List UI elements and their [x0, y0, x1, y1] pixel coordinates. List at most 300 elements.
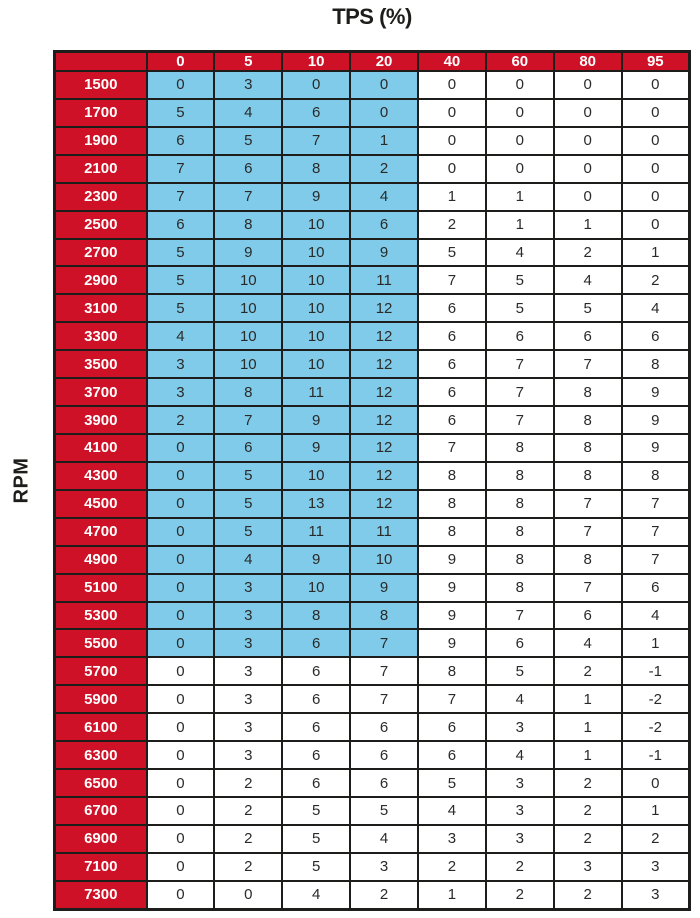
table-row: [55, 183, 690, 211]
table-cell: 6: [418, 406, 486, 434]
table-cell: 10: [214, 266, 282, 294]
table-cell: 2: [147, 406, 215, 434]
table-cell: 6: [622, 322, 690, 350]
table-cell: 8: [486, 462, 554, 490]
table-cell: 3: [214, 685, 282, 713]
table-cell: 0: [486, 155, 554, 183]
table-cell: 1: [554, 211, 622, 239]
table-cell: 7: [147, 155, 215, 183]
table-cell: 6: [418, 350, 486, 378]
table-cell: 1: [554, 741, 622, 769]
table-cell: 2: [214, 825, 282, 853]
table-cell: 7: [214, 406, 282, 434]
table-cell: 4: [486, 685, 554, 713]
table-cell: 7: [418, 434, 486, 462]
table-cell: 7: [554, 574, 622, 602]
table-cell: 2: [350, 881, 418, 910]
row-header: 6100: [55, 713, 147, 741]
table-cell: 5: [214, 518, 282, 546]
row-header: 3500: [55, 350, 147, 378]
row-header: 6500: [55, 769, 147, 797]
table-row: [55, 685, 690, 713]
table-cell: 6: [282, 741, 350, 769]
table-cell: 2: [214, 853, 282, 881]
table-cell: 10: [282, 574, 350, 602]
table-cell: 8: [554, 546, 622, 574]
table-cell: 2: [622, 266, 690, 294]
table-cell: 10: [282, 239, 350, 267]
table-row: [55, 127, 690, 155]
table-cell: 8: [214, 211, 282, 239]
table-cell: 7: [486, 350, 554, 378]
table-cell: 7: [622, 490, 690, 518]
table-cell: 0: [350, 99, 418, 127]
row-header: 3100: [55, 294, 147, 322]
table-cell: 6: [418, 378, 486, 406]
table-cell: 8: [282, 602, 350, 630]
table-cell: 6: [147, 127, 215, 155]
table-row: [55, 99, 690, 127]
table-cell: 5: [147, 99, 215, 127]
table-cell: 1: [486, 183, 554, 211]
table-cell: 7: [214, 183, 282, 211]
table-cell: 2: [418, 211, 486, 239]
table-row: [55, 71, 690, 99]
row-header: 7100: [55, 853, 147, 881]
tps-table: [53, 50, 691, 911]
table-cell: 6: [282, 99, 350, 127]
table-cell: 6: [486, 629, 554, 657]
table-cell: 2: [554, 881, 622, 910]
table-cell: 4: [214, 546, 282, 574]
table-cell: 9: [622, 406, 690, 434]
table-cell: 8: [486, 546, 554, 574]
table-cell: 9: [350, 574, 418, 602]
table-cell: 0: [622, 769, 690, 797]
table-cell: 7: [418, 685, 486, 713]
table-cell: 0: [214, 881, 282, 910]
table-row: [55, 490, 690, 518]
table-cell: 5: [350, 797, 418, 825]
table-cell: 4: [622, 602, 690, 630]
table-cell: 12: [350, 434, 418, 462]
table-cell: 8: [486, 574, 554, 602]
table-cell: 6: [282, 685, 350, 713]
table-cell: 6: [282, 657, 350, 685]
table-cell: 0: [554, 71, 622, 99]
table-cell: 4: [486, 741, 554, 769]
table-row: [55, 518, 690, 546]
table-cell: 8: [622, 462, 690, 490]
table-row: [55, 434, 690, 462]
table-cell: 7: [486, 406, 554, 434]
table-cell: 10: [282, 462, 350, 490]
table-row: [55, 546, 690, 574]
table-row: [55, 713, 690, 741]
table-row: [55, 881, 690, 910]
table-cell: 0: [622, 155, 690, 183]
table-row: [55, 741, 690, 769]
table-cell: 0: [147, 434, 215, 462]
table-row: [55, 406, 690, 434]
column-header: 5: [214, 52, 282, 72]
column-header: 40: [418, 52, 486, 72]
table-cell: 6: [350, 769, 418, 797]
table-cell: 5: [282, 853, 350, 881]
table-cell: 7: [418, 266, 486, 294]
table-cell: 4: [282, 881, 350, 910]
table-cell: 4: [418, 797, 486, 825]
table-cell: 0: [147, 741, 215, 769]
table-cell: 9: [622, 434, 690, 462]
table-cell: 8: [418, 518, 486, 546]
table-cell: 0: [147, 713, 215, 741]
table-cell: 0: [147, 657, 215, 685]
table-row: [55, 294, 690, 322]
table-cell: 4: [554, 266, 622, 294]
table-cell: 9: [282, 546, 350, 574]
table-cell: -2: [622, 685, 690, 713]
table-cell: 9: [418, 602, 486, 630]
table-cell: 9: [622, 378, 690, 406]
table-cell: 0: [486, 127, 554, 155]
row-header: 1700: [55, 99, 147, 127]
table-cell: 1: [622, 629, 690, 657]
row-header: 4500: [55, 490, 147, 518]
table-row: [55, 462, 690, 490]
table-row: [55, 574, 690, 602]
table-cell: 6: [418, 294, 486, 322]
row-header: 2100: [55, 155, 147, 183]
table-cell: 2: [554, 239, 622, 267]
table-cell: 3: [214, 713, 282, 741]
table-row: [55, 825, 690, 853]
table-cell: 0: [282, 71, 350, 99]
table-cell: 7: [350, 685, 418, 713]
table-cell: 6: [282, 769, 350, 797]
table-cell: 5: [554, 294, 622, 322]
table-header: [55, 52, 690, 72]
table-row: [55, 797, 690, 825]
table-cell: 9: [350, 239, 418, 267]
table-cell: 0: [554, 127, 622, 155]
table-cell: 5: [147, 266, 215, 294]
table-cell: 0: [147, 825, 215, 853]
table-cell: 0: [418, 99, 486, 127]
table-cell: 4: [486, 239, 554, 267]
table-cell: 11: [282, 378, 350, 406]
table-cell: 4: [350, 825, 418, 853]
table-cell: 1: [622, 239, 690, 267]
table-cell: 7: [350, 629, 418, 657]
row-header: 6900: [55, 825, 147, 853]
table-cell: 6: [418, 741, 486, 769]
column-header: 0: [147, 52, 215, 72]
table-cell: 12: [350, 294, 418, 322]
table-cell: 0: [622, 99, 690, 127]
table-cell: 0: [147, 462, 215, 490]
table-cell: 6: [214, 434, 282, 462]
table-cell: 7: [147, 183, 215, 211]
table-cell: 8: [418, 490, 486, 518]
table-cell: 12: [350, 462, 418, 490]
table-cell: 10: [214, 294, 282, 322]
row-header: 6300: [55, 741, 147, 769]
row-header: 3700: [55, 378, 147, 406]
column-header: 10: [282, 52, 350, 72]
row-header: 7300: [55, 881, 147, 910]
table-row: [55, 853, 690, 881]
table-cell: 2: [214, 769, 282, 797]
table-row: [55, 629, 690, 657]
table-cell: 2: [554, 825, 622, 853]
table-cell: 3: [486, 713, 554, 741]
table-cell: 8: [554, 434, 622, 462]
table-cell: 4: [350, 183, 418, 211]
table-cell: 1: [622, 797, 690, 825]
table-cell: 6: [622, 574, 690, 602]
row-header: 1500: [55, 71, 147, 99]
table-cell: 9: [418, 629, 486, 657]
row-header: 6700: [55, 797, 147, 825]
table-cell: 6: [350, 211, 418, 239]
table-cell: 4: [214, 99, 282, 127]
table-cell: -1: [622, 657, 690, 685]
row-header: 5900: [55, 685, 147, 713]
row-header: 5100: [55, 574, 147, 602]
table-cell: 8: [622, 350, 690, 378]
table-cell: 12: [350, 378, 418, 406]
table-cell: 5: [214, 127, 282, 155]
table-cell: 5: [486, 294, 554, 322]
table-cell: 3: [350, 853, 418, 881]
table-cell: 3: [214, 71, 282, 99]
table-cell: 3: [418, 825, 486, 853]
table-cell: 7: [622, 546, 690, 574]
row-header: 2900: [55, 266, 147, 294]
table-row: [55, 350, 690, 378]
corner-cell: [55, 52, 147, 72]
table-cell: 12: [350, 322, 418, 350]
table-cell: 7: [486, 378, 554, 406]
table-cell: 3: [486, 769, 554, 797]
table-cell: 1: [350, 127, 418, 155]
table-cell: 1: [554, 713, 622, 741]
table-cell: 0: [147, 629, 215, 657]
table-cell: 0: [350, 71, 418, 99]
column-header: 60: [486, 52, 554, 72]
table-cell: 0: [622, 183, 690, 211]
table-cell: 3: [147, 350, 215, 378]
table-cell: 8: [350, 602, 418, 630]
table-cell: 2: [554, 797, 622, 825]
table-cell: 0: [147, 881, 215, 910]
table-cell: 4: [622, 294, 690, 322]
table-cell: 6: [554, 602, 622, 630]
row-header: 2500: [55, 211, 147, 239]
table-cell: 6: [214, 155, 282, 183]
table-cell: 0: [554, 183, 622, 211]
table-row: [55, 769, 690, 797]
row-header: 4900: [55, 546, 147, 574]
row-header: 1900: [55, 127, 147, 155]
table-cell: 7: [486, 602, 554, 630]
table-cell: 5: [214, 462, 282, 490]
table-cell: 11: [282, 518, 350, 546]
table-cell: 7: [622, 518, 690, 546]
table-cell: 0: [554, 99, 622, 127]
table-cell: 7: [554, 350, 622, 378]
table-cell: 3: [214, 629, 282, 657]
table-cell: 0: [147, 546, 215, 574]
table-cell: 7: [350, 657, 418, 685]
table-cell: 1: [418, 881, 486, 910]
table-cell: 2: [554, 657, 622, 685]
table-cell: 7: [554, 518, 622, 546]
table-cell: 1: [486, 211, 554, 239]
column-header: 95: [622, 52, 690, 72]
table-cell: 8: [554, 378, 622, 406]
table-cell: 10: [282, 266, 350, 294]
table-cell: 5: [486, 657, 554, 685]
table-cell: 6: [147, 211, 215, 239]
table-cell: 0: [147, 853, 215, 881]
table-cell: 6: [418, 322, 486, 350]
chart-title: TPS (%): [332, 4, 412, 29]
table-cell: 3: [214, 602, 282, 630]
table-cell: -1: [622, 741, 690, 769]
table-row: [55, 211, 690, 239]
table-cell: 2: [486, 881, 554, 910]
row-header: 5300: [55, 602, 147, 630]
table-cell: 10: [282, 350, 350, 378]
table-cell: 1: [418, 183, 486, 211]
table-cell: 6: [418, 713, 486, 741]
table-cell: 10: [282, 294, 350, 322]
table-cell: 5: [282, 797, 350, 825]
table-cell: 8: [418, 462, 486, 490]
table-cell: 0: [486, 99, 554, 127]
table-cell: 10: [282, 322, 350, 350]
table-cell: 5: [418, 769, 486, 797]
table-cell: 12: [350, 490, 418, 518]
column-header: 80: [554, 52, 622, 72]
table-cell: 6: [350, 713, 418, 741]
table-cell: 2: [214, 797, 282, 825]
table-cell: 0: [622, 127, 690, 155]
table-cell: 6: [282, 629, 350, 657]
table-cell: 6: [350, 741, 418, 769]
table-cell: 9: [282, 406, 350, 434]
table-cell: 0: [147, 490, 215, 518]
table-cell: 3: [214, 657, 282, 685]
table-cell: 8: [214, 378, 282, 406]
table-cell: 8: [486, 518, 554, 546]
table-cell: 0: [622, 211, 690, 239]
table-cell: 4: [554, 629, 622, 657]
table-cell: 9: [282, 183, 350, 211]
table-cell: 2: [418, 853, 486, 881]
table-row: [55, 239, 690, 267]
table-cell: 8: [418, 657, 486, 685]
rpm-axis-label-wrap: [0, 50, 44, 911]
table-cell: 0: [554, 155, 622, 183]
table-cell: 6: [486, 322, 554, 350]
table-cell: 8: [554, 406, 622, 434]
row-header: 5500: [55, 629, 147, 657]
table-cell: 9: [282, 434, 350, 462]
table-cell: 9: [418, 546, 486, 574]
table-row: [55, 657, 690, 685]
table-cell: 9: [418, 574, 486, 602]
row-header: 3900: [55, 406, 147, 434]
table-cell: 7: [554, 490, 622, 518]
table-cell: 5: [147, 294, 215, 322]
table-cell: 0: [147, 574, 215, 602]
table-row: [55, 155, 690, 183]
table-cell: 2: [622, 825, 690, 853]
table-cell: 10: [282, 211, 350, 239]
table-cell: 7: [282, 127, 350, 155]
row-header: 4300: [55, 462, 147, 490]
table-row: [55, 266, 690, 294]
table-cell: 4: [147, 322, 215, 350]
table-row: [55, 322, 690, 350]
table-cell: 5: [214, 490, 282, 518]
table-cell: 12: [350, 406, 418, 434]
table-cell: 8: [554, 462, 622, 490]
table-cell: 11: [350, 518, 418, 546]
table-cell: 0: [147, 518, 215, 546]
row-header: 2300: [55, 183, 147, 211]
table-cell: 11: [350, 266, 418, 294]
table-cell: 10: [350, 546, 418, 574]
table-cell: -2: [622, 713, 690, 741]
table-cell: 3: [214, 741, 282, 769]
rpm-axis-label: RPM: [10, 457, 33, 504]
table-cell: 0: [418, 127, 486, 155]
table-cell: 10: [214, 350, 282, 378]
table-cell: 0: [622, 71, 690, 99]
table-cell: 0: [147, 71, 215, 99]
row-header: 4700: [55, 518, 147, 546]
table-body: [55, 71, 690, 910]
table-cell: 2: [486, 853, 554, 881]
table-cell: 0: [418, 71, 486, 99]
table-cell: 3: [486, 825, 554, 853]
table-cell: 0: [147, 602, 215, 630]
table-cell: 8: [282, 155, 350, 183]
table-cell: 1: [554, 685, 622, 713]
table-cell: 5: [418, 239, 486, 267]
table-cell: 0: [147, 797, 215, 825]
table-cell: 0: [147, 769, 215, 797]
table-cell: 6: [282, 713, 350, 741]
table-cell: 2: [554, 769, 622, 797]
table-cell: 2: [350, 155, 418, 183]
table-cell: 5: [147, 239, 215, 267]
table-cell: 8: [486, 434, 554, 462]
table-cell: 6: [554, 322, 622, 350]
table-cell: 0: [486, 71, 554, 99]
row-header: 5700: [55, 657, 147, 685]
table-cell: 5: [282, 825, 350, 853]
table-cell: 3: [622, 853, 690, 881]
column-header: 20: [350, 52, 418, 72]
table-cell: 8: [486, 490, 554, 518]
table-cell: 3: [554, 853, 622, 881]
row-header: 4100: [55, 434, 147, 462]
